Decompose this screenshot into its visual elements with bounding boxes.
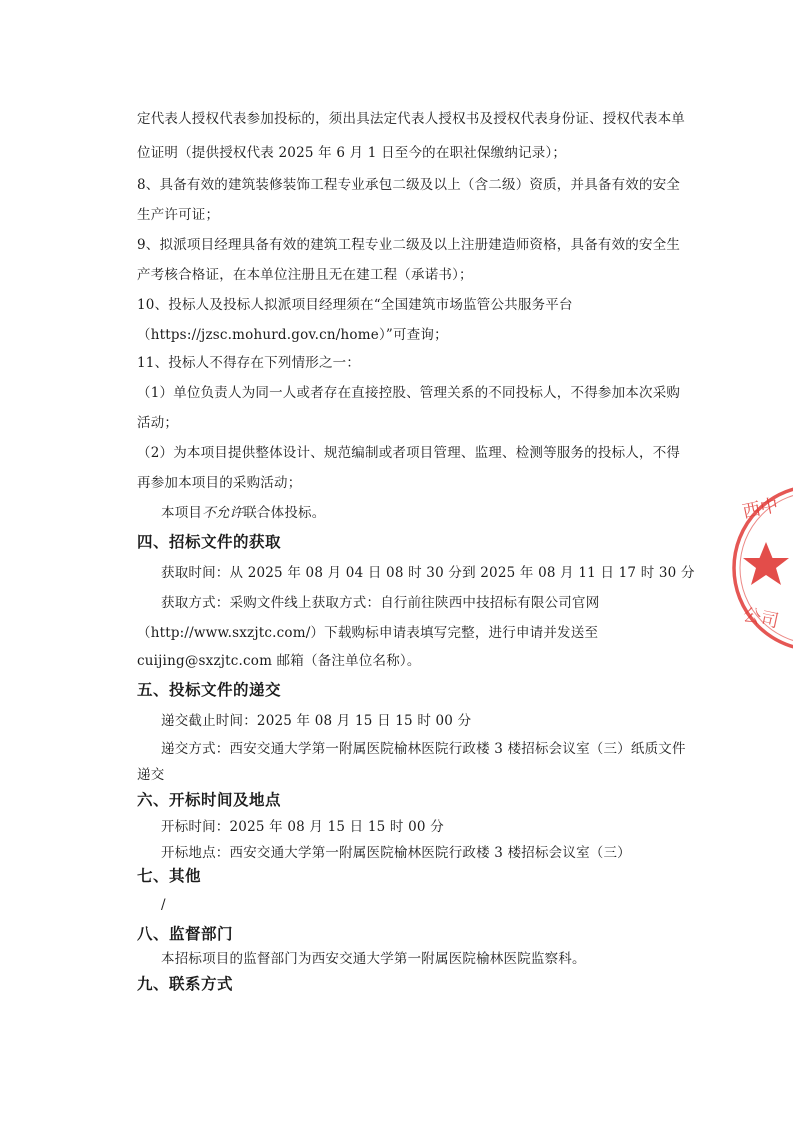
seal-icon xyxy=(728,478,793,658)
text-line: （1）单位负责人为同一人或者存在直接控股、管理关系的不同投标人，不得参加本次采购 xyxy=(137,385,681,401)
company-seal xyxy=(728,478,793,658)
emphasis-text: 不允许 xyxy=(202,505,244,521)
seal-text-bottom: 公司 xyxy=(740,604,781,633)
text-line: 开标地点：西安交通大学第一附属医院榆林医院行政楼 3 楼招标会议室（三） xyxy=(161,845,631,861)
seal-text-top: 西中 xyxy=(740,494,781,523)
text-line: 11、投标人不得存在下列情形之一： xyxy=(137,355,361,371)
text-line: 递交 xyxy=(137,767,165,783)
text-line: 开标时间：2025 年 08 月 15 日 15 时 00 分 xyxy=(161,819,444,835)
text-span: 联合体投标。 xyxy=(243,505,326,521)
text-line: 获取方式：采购文件线上获取方式：自行前往陕西中技招标有限公司官网 xyxy=(161,595,600,611)
text-line: 获取时间：从 2025 年 08 月 04 日 08 时 30 分到 2025 年 08 月 11 日 17 时 30 分 xyxy=(161,565,695,581)
section-heading: 七、其他 xyxy=(137,867,202,885)
text-span: 本项目 xyxy=(161,505,203,521)
text-line: 10、投标人及投标人拟派项目经理须在“全国建筑市场监管公共服务平台 xyxy=(137,297,573,313)
text-line: 8、具备有效的建筑装修装饰工程专业承包二级及以上（含二级）资质，并具备有效的安全 xyxy=(137,177,681,193)
text-line: （2）为本项目提供整体设计、规范编制或者项目管理、监理、检测等服务的投标人，不得 xyxy=(137,445,681,461)
text-line: 9、拟派项目经理具备有效的建筑工程专业二级及以上注册建造师资格，具备有效的安全生 xyxy=(137,237,681,253)
text-line: / xyxy=(161,897,166,913)
section-heading: 五、投标文件的递交 xyxy=(137,681,282,699)
section-heading: 八、监督部门 xyxy=(137,925,234,943)
text-line: 活动； xyxy=(137,415,179,431)
text-line: 本招标项目的监督部门为西安交通大学第一附属医院榆林医院监察科。 xyxy=(161,951,586,967)
text-line: cuijing@sxzjtc.com 邮箱（备注单位名称）。 xyxy=(137,653,421,669)
text-line: 位证明（提供授权代表 2025 年 6 月 1 日至今的在职社保缴纳记录）； xyxy=(137,145,567,161)
text-line: （https://jzsc.mohurd.gov.cn/home）”可查询； xyxy=(137,327,448,343)
text-line: 定代表人授权代表参加投标的，须出具法定代表人授权书及授权代表身份证、授权代表本单 xyxy=(137,111,685,127)
section-heading: 九、联系方式 xyxy=(137,975,234,993)
star-icon xyxy=(743,542,789,585)
text-line: 产考核合格证，在本单位注册且无在建工程（承诺书）； xyxy=(137,267,473,283)
text-line: （http://www.sxzjtc.com/）下载购标申请表填写完整，进行申请并发送至 xyxy=(137,625,599,641)
text-line: 生产许可证； xyxy=(137,207,220,223)
section-heading: 六、开标时间及地点 xyxy=(137,791,282,809)
text-line: 递交截止时间：2025 年 08 月 15 日 15 时 00 分 xyxy=(161,713,472,729)
text-line xyxy=(161,504,325,522)
text-line: 再参加本项目的采购活动； xyxy=(137,475,302,491)
text-line: 递交方式：西安交通大学第一附属医院榆林医院行政楼 3 楼招标会议室（三）纸质文件 xyxy=(161,741,686,757)
section-heading: 四、招标文件的获取 xyxy=(137,533,282,551)
